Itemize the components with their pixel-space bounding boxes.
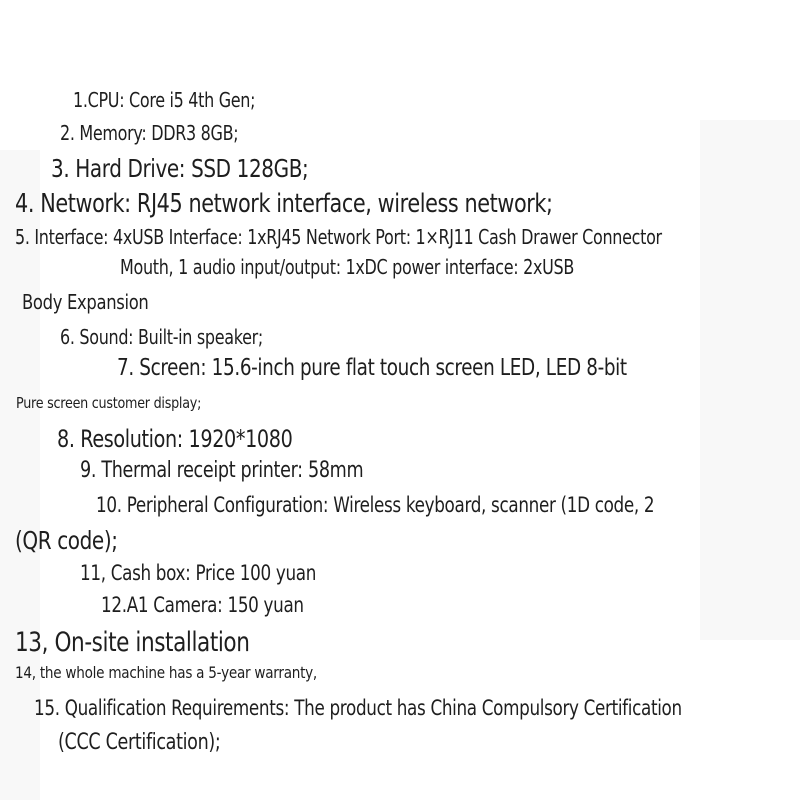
spec-line-peripheral: 10. Peripheral Configuration: Wireless keyboard, scanner (1D code, 2 (96, 493, 655, 517)
spec-line-ccc: (CCC Certification); (58, 730, 221, 755)
spec-line-body-expansion: Body Expansion (22, 290, 149, 314)
spec-line-installation: 13, On-site installation (15, 627, 250, 658)
spec-line-printer: 9. Thermal receipt printer: 58mm (80, 458, 364, 483)
spec-line-cash-box: 11, Cash box: Price 100 yuan (80, 561, 317, 585)
spec-line-interface-cont: Mouth, 1 audio input/output: 1xDC power interface: 2xUSB (120, 255, 574, 279)
spec-line-customer-display: Pure screen customer display; (16, 394, 202, 412)
spec-line-sound: 6. Sound: Built-in speaker; (60, 325, 263, 349)
spec-line-memory: 2. Memory: DDR3 8GB; (60, 121, 239, 145)
spec-line-qr-code: (QR code); (15, 526, 118, 555)
spec-line-interface: 5. Interface: 4xUSB Interface: 1xRJ45 Network Port: 1×RJ11 Cash Drawer Connector (15, 225, 662, 249)
spec-line-network: 4. Network: RJ45 network interface, wireless network; (15, 189, 553, 219)
spec-line-cpu: 1.CPU: Core i5 4th Gen; (73, 88, 256, 112)
spec-line-resolution: 8. Resolution: 1920*1080 (57, 425, 293, 453)
spec-line-hard-drive: 3. Hard Drive: SSD 128GB; (51, 154, 309, 183)
spec-line-warranty: 14, the whole machine has a 5-year warranty, (15, 663, 317, 682)
spec-line-screen: 7. Screen: 15.6-inch pure flat touch screen LED, LED 8-bit (117, 355, 627, 381)
spec-line-qualification: 15. Qualification Requirements: The product has China Compulsory Certification (34, 696, 682, 720)
spec-line-camera: 12.A1 Camera: 150 yuan (101, 593, 304, 617)
